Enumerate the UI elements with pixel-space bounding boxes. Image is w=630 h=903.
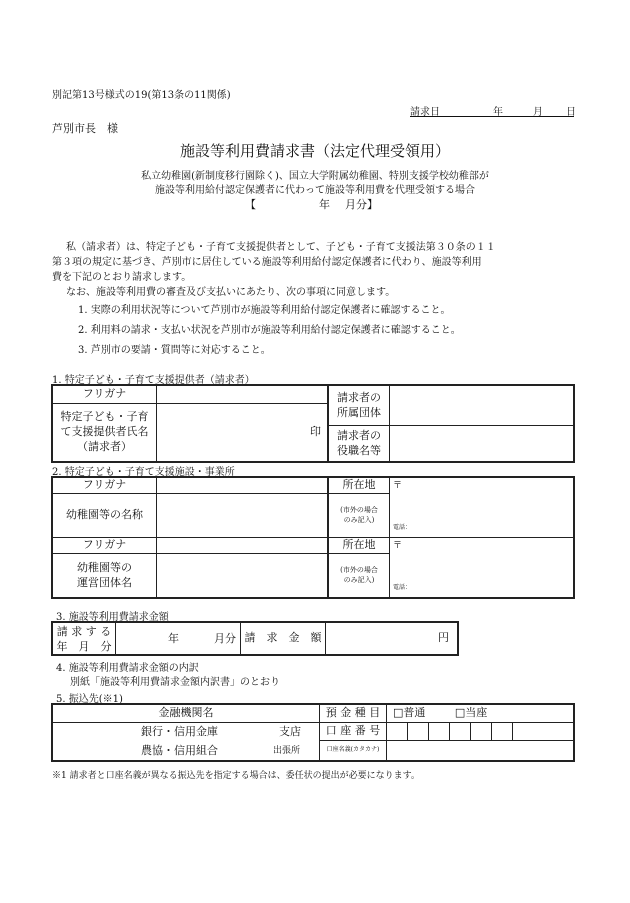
section-2-heading: 2. 特定子ども・子育て支援施設・事業所 — [52, 467, 235, 478]
account-digit-4[interactable] — [450, 723, 471, 741]
seal-mark: 印 — [310, 425, 321, 439]
sec1-org-label-2: 所属団体 — [337, 405, 381, 419]
footnote: ※1 請求者と口座名義が異なる振込先を指定する場合は、委任状の提出が必要になります。 — [52, 771, 420, 781]
sec3-month-label — [53, 623, 116, 655]
sec2-address-note-2 — [328, 554, 390, 598]
postal-mark-1: 〒 — [393, 481, 403, 491]
sec1-name-label — [53, 404, 157, 462]
sec1-furigana-label: フリガナ — [53, 386, 157, 404]
period-open: 【 — [245, 198, 256, 211]
sec2-note-2b: のみ記入) — [343, 575, 375, 584]
account-digit-2[interactable] — [408, 723, 429, 741]
bank-name-row-1[interactable] — [53, 723, 320, 741]
page-title: 施設等利用費請求書（法定代理受領用） — [179, 142, 450, 160]
subtitle-2: 施設等利用給付認定保護者に代わって施設等利用費を代理受領する場合 — [155, 185, 475, 196]
sec1-name-label-3: （請求者） — [77, 439, 132, 453]
sec3-month-input[interactable] — [116, 623, 241, 655]
sec3-month-label-2: 年 月 分 — [56, 639, 112, 653]
toza-checkbox[interactable]: □当座 — [454, 706, 488, 720]
sec2-address-label-1: 所在地 — [328, 478, 390, 494]
bank-name-row-2[interactable] — [53, 741, 320, 761]
section-1-heading: 1. 特定子ども・子育て支援提供者（請求者） — [52, 375, 255, 386]
sec1-name-input[interactable] — [157, 404, 329, 462]
sec1-org-input[interactable] — [390, 386, 574, 426]
agreement-item-1: 1. 実際の利用状況等について芦別市が施設等利用給付認定保護者に確認すること。 — [78, 305, 451, 316]
section-3-heading: 3. 施設等利用費請求金額 — [56, 612, 169, 623]
section-4-text: 別紙「施設等利用費請求金額内訳書」のとおり — [70, 677, 280, 688]
futsu-checkbox[interactable]: □普通 — [393, 706, 426, 720]
agreement-item-2: 2. 利用料の請求・支払い状況を芦別市が施設等利用給付認定保護者に確認すること。 — [78, 325, 461, 336]
bank-type-2: 農協・信用組合 — [141, 743, 218, 757]
sec2-facility-name-label: 幼稚園等の名称 — [53, 494, 157, 538]
sec3-amount-label: 請 求 金 額 — [241, 623, 326, 655]
account-digit-7[interactable] — [513, 723, 574, 741]
sec2-address-input-1[interactable] — [390, 478, 574, 538]
section-3-table — [52, 622, 458, 655]
bank-header: 金融機関名 — [53, 705, 320, 723]
section-1-table — [52, 385, 574, 462]
sec1-role-label — [328, 426, 390, 462]
sec1-org-label-1: 請求者の — [337, 390, 381, 404]
sec1-role-input[interactable] — [390, 426, 574, 462]
paragraph-2: なお、施設等利用費の審査及び支払いにあたり、次の事項に同意します。 — [66, 287, 396, 298]
phone-label-1: 電話： — [393, 524, 412, 531]
sec3-month: 月分 — [214, 632, 236, 645]
paragraph-1-line-3: 費を下記のとおり請求します。 — [52, 272, 192, 283]
phone-label-2: 電話： — [393, 584, 412, 591]
sec2-operator-label — [53, 554, 157, 598]
section-4-heading: 4. 施設等利用費請求金額の内訳 — [56, 663, 199, 674]
sec3-amount-input[interactable] — [326, 623, 458, 655]
sec2-operator-label-2: 運営団体名 — [77, 575, 132, 589]
account-name-input[interactable] — [387, 741, 574, 761]
sec3-month-label-1: 請 求 す る — [56, 624, 112, 638]
postal-mark-2: 〒 — [393, 541, 403, 551]
request-date-label: 請求日 — [410, 107, 440, 118]
sub-office-label: 出張所 — [273, 745, 301, 756]
addressee: 芦別市長 様 — [52, 122, 118, 135]
sec2-address-note-1 — [328, 494, 390, 538]
section-5-table — [52, 704, 574, 761]
request-date-year: 年 — [493, 107, 503, 118]
account-digit-3[interactable] — [429, 723, 450, 741]
request-date-day: 日 — [566, 107, 576, 118]
form-number: 別記第13号様式の19(第13条の11関係) — [52, 90, 231, 101]
sec1-furigana-input[interactable] — [157, 386, 329, 404]
branch-label: 支店 — [279, 725, 301, 738]
account-name-label: 口座名義(カタカナ) — [320, 741, 387, 761]
yen-unit: 円 — [438, 631, 449, 645]
sec2-operator-input[interactable] — [157, 554, 329, 598]
sec2-note-1a: (市外の場合 — [340, 506, 378, 515]
account-digit-5[interactable] — [471, 723, 492, 741]
period-year: 年 — [319, 198, 330, 211]
sec2-address-label-2: 所在地 — [328, 538, 390, 554]
sec2-furigana-input-2[interactable] — [157, 538, 329, 554]
sec2-furigana-input-1[interactable] — [157, 478, 329, 494]
sec2-furigana-label-2: フリガナ — [53, 538, 157, 554]
account-digit-6[interactable] — [492, 723, 513, 741]
paragraph-1-line-1: 私（請求者）は、特定子ども・子育て支援提供者として、子ども・子育て支援法第３０条の１１ — [66, 242, 496, 253]
sec2-facility-name-input[interactable] — [157, 494, 329, 538]
account-number-label: 口 座 番 号 — [320, 723, 387, 741]
request-date — [410, 103, 574, 117]
sec2-furigana-label-1: フリガナ — [53, 478, 157, 494]
sec3-year: 年 — [168, 632, 179, 645]
sec2-operator-label-1: 幼稚園等の — [77, 560, 132, 574]
request-date-month: 月 — [533, 107, 543, 118]
sec2-address-input-2[interactable] — [390, 538, 574, 598]
agreement-item-3: 3. 芦別市の要請・質問等に対応すること。 — [78, 345, 271, 356]
sec1-name-label-1: 特定子ども・子育 — [60, 410, 149, 424]
section-5-heading: 5. 振込先(※1) — [56, 694, 123, 705]
deposit-type-options — [387, 705, 574, 723]
sec1-org-label — [328, 386, 390, 426]
sec2-note-1b: のみ記入) — [343, 515, 375, 524]
sec1-role-label-2: 役職名等 — [337, 443, 381, 457]
subtitle-1: 私立幼稚園(新制度移行園除く)、国立大学附属幼稚園、特別支援学校幼稚部が — [141, 171, 489, 182]
sec2-note-2a: (市外の場合 — [340, 566, 378, 575]
section-2-table — [52, 477, 574, 598]
period-month: 月分】 — [345, 198, 378, 211]
paragraph-1-line-2: 第３項の規定に基づき、芦別市に居住している施設等利用給付認定保護者に代わり、施設等利用 — [52, 257, 482, 268]
bank-type-1: 銀行・信用金庫 — [141, 725, 218, 738]
sec1-role-label-1: 請求者の — [337, 428, 381, 442]
account-digit-1[interactable] — [387, 723, 408, 741]
sec1-name-label-2: て支援提供者氏名 — [60, 425, 149, 439]
deposit-type-label: 預 金 種 目 — [320, 705, 387, 723]
